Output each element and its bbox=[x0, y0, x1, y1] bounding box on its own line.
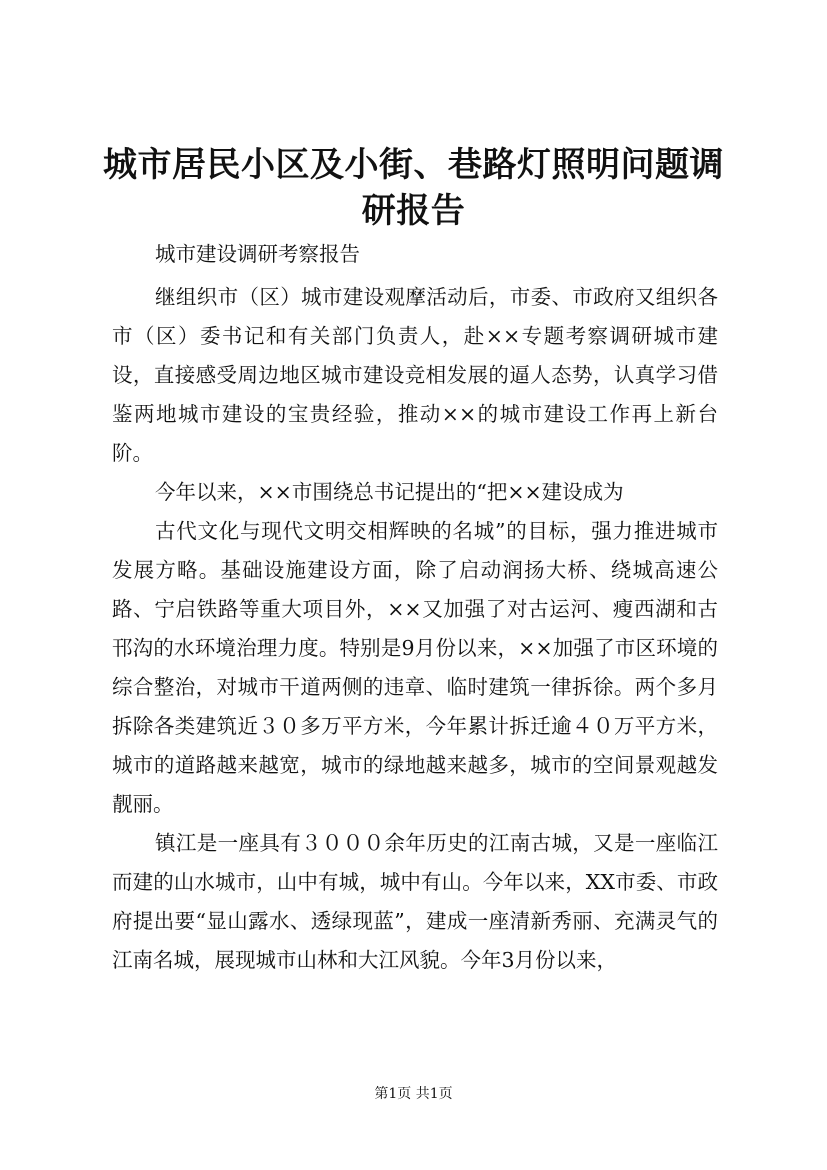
paragraph: 古代文化与现代文明交相辉映的名城”的目标，强力推进城市发展方略。基础设施建设方面，除了启动润扬大桥、绕城高速公路、宁启铁路等重大项目外，××又加强了对古运河、瘦西湖和古邗沟的水环境治理力度。特别是9月份以来，××加强了市区环境的综合整治，对城市干道两侧的违章、临时建筑一律拆徐。两个多月拆除各类建筑近３０多万平方米，今年累计拆迁逾４０万平方米，城市的道路越来越宽，城市的绿地越来越多，城市的空间景观越发靓丽。 bbox=[112, 519, 718, 816]
page-footer: 第1页 共1页 bbox=[374, 1086, 453, 1102]
paragraph: 今年以来，××市围绕总书记提出的“把××建设成为 bbox=[155, 480, 624, 504]
paragraph: 继组织市（区）城市建设观摩活动后，市委、市政府又组织各市（区）委书记和有关部门负责人，赴××专题考察调研城市建设，直接感受周边地区城市建设竞相发展的逼人态势，认真学习借鉴两地城市建设的宝贵经验，推动××的城市建设工作再上新台阶。 bbox=[112, 285, 718, 465]
document-body bbox=[112, 239, 718, 980]
paragraph: 镇江是一座具有３０００余年历史的江南古城，又是一座临江而建的山水城市，山中有城，城中有山。今年以来，XX市委、市政府提出要“显山露水、透绿现蓝”，建成一座清新秀丽、充满灵气的江南名城，展现城市山林和大江风貌。今年3月份以来， bbox=[112, 831, 718, 972]
document-subtitle: 城市建设调研考察报告 bbox=[155, 242, 360, 266]
document-title: 城市居民小区及小街、巷路灯照明问题调研报告 bbox=[103, 145, 724, 231]
